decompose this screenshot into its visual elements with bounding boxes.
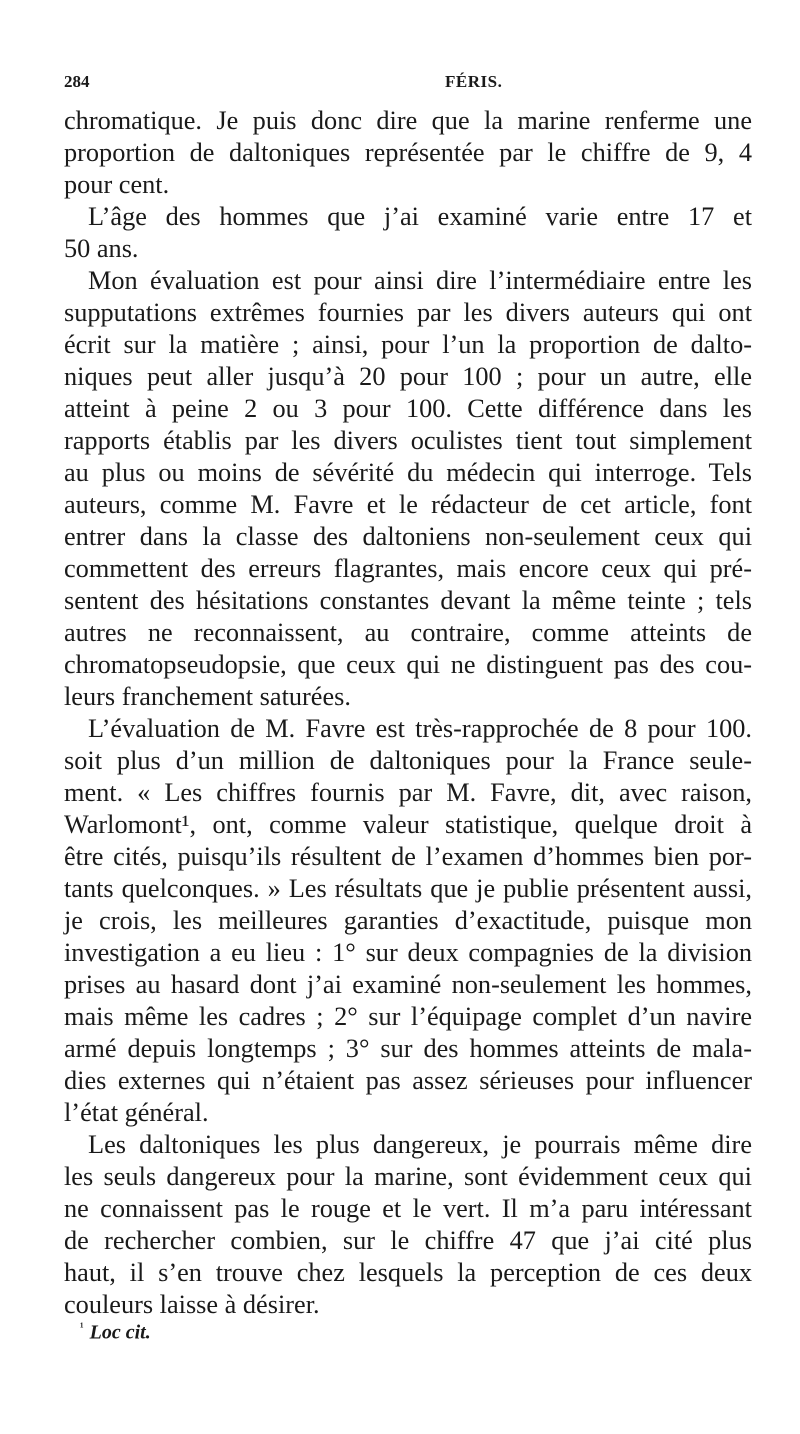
text-line: dies externes qui n’étaient pas assez sérieuses pour influencer <box>64 1066 752 1095</box>
text-line: au plus ou moins de sévérité du médecin qui interroge. Tels <box>64 458 752 487</box>
text-line: ment. « Les chiffres fournis par M. Favre, dit, avec raison, <box>64 778 752 807</box>
footnote-text: Loc cit. <box>89 1321 151 1344</box>
text-line: armé depuis longtemps ; 3° sur des hommes atteints de mala- <box>64 1034 752 1063</box>
text-line: l’état général. <box>64 1098 209 1127</box>
text-line: leurs franchement saturées. <box>64 682 351 711</box>
text-line: auteurs, comme M. Favre et le rédacteur de cet article, font <box>64 490 752 519</box>
text-line: autres ne reconnaissent, au contraire, comme atteints de <box>64 618 752 647</box>
text-line: investigation a eu lieu : 1° sur deux compagnies de la division <box>64 938 752 967</box>
text-line: 50 ans. <box>64 234 139 263</box>
text-line: mais même les cadres ; 2° sur l’équipage complet d’un navire <box>64 1002 752 1031</box>
text-line: sentent des hésitations constantes devant la même teinte ; tels <box>64 586 752 615</box>
page-number: 284 <box>64 72 90 91</box>
text-line: écrit sur la matière ; ainsi, pour l’un la proportion de dalto- <box>64 330 752 359</box>
text-line: Mon évaluation est pour ainsi dire l’intermédiaire entre les <box>88 266 752 295</box>
running-title: FÉRIS. <box>445 72 503 91</box>
running-head <box>64 72 750 98</box>
footnote-marker: ¹ <box>80 1320 84 1334</box>
text-line: supputations extrêmes fournies par les divers auteurs qui ont <box>64 298 752 327</box>
text-line: proportion de daltoniques représentée par le chiffre de 9, 4 <box>64 138 752 167</box>
text-line: L’évaluation de M. Favre est très-rapprochée de 8 pour 100. <box>88 714 752 743</box>
text-line: haut, il s’en trouve chez lesquels la perception de ces deux <box>64 1258 752 1287</box>
text-line: couleurs laisse à désirer. <box>64 1290 320 1319</box>
footnote <box>80 1320 151 1345</box>
text-line: rapports établis par les divers oculistes tient tout simplement <box>64 426 752 455</box>
text-line: commettent des erreurs flagrantes, mais encore ceux qui pré- <box>64 554 752 583</box>
text-line: niques peut aller jusqu’à 20 pour 100 ; pour un autre, elle <box>64 362 752 391</box>
body-text <box>64 105 752 1321</box>
text-line: chromatopseudopsie, que ceux qui ne distinguent pas des cou- <box>64 650 752 679</box>
text-line: prises au hasard dont j’ai examiné non-seulement les hommes, <box>64 970 752 999</box>
text-line: tants quelconques. » Les résultats que je publie présentent aussi, <box>64 874 752 903</box>
text-line: être cités, puisqu’ils résultent de l’examen d’hommes bien por- <box>64 842 752 871</box>
text-line: chromatique. Je puis donc dire que la marine renferme une <box>64 106 752 135</box>
text-line: Les daltoniques les plus dangereux, je pourrais même dire <box>88 1130 752 1159</box>
text-line: les seuls dangereux pour la marine, sont évidemment ceux qui <box>64 1162 752 1191</box>
text-line: L’âge des hommes que j’ai examiné varie entre 17 et <box>88 202 752 231</box>
text-line: ne connaissent pas le rouge et le vert. Il m’a paru intéressant <box>64 1194 752 1223</box>
text-line: je crois, les meilleures garanties d’exactitude, puisque mon <box>64 906 752 935</box>
text-line: pour cent. <box>64 170 170 199</box>
text-line: Warlomont¹, ont, comme valeur statistique, quelque droit à <box>64 810 752 839</box>
text-line: entrer dans la classe des daltoniens non-seulement ceux qui <box>64 522 752 551</box>
text-line: atteint à peine 2 ou 3 pour 100. Cette différence dans les <box>64 394 752 423</box>
text-line: soit plus d’un million de daltoniques pour la France seule- <box>64 746 752 775</box>
text-line: de rechercher combien, sur le chiffre 47 que j’ai cité plus <box>64 1226 752 1255</box>
